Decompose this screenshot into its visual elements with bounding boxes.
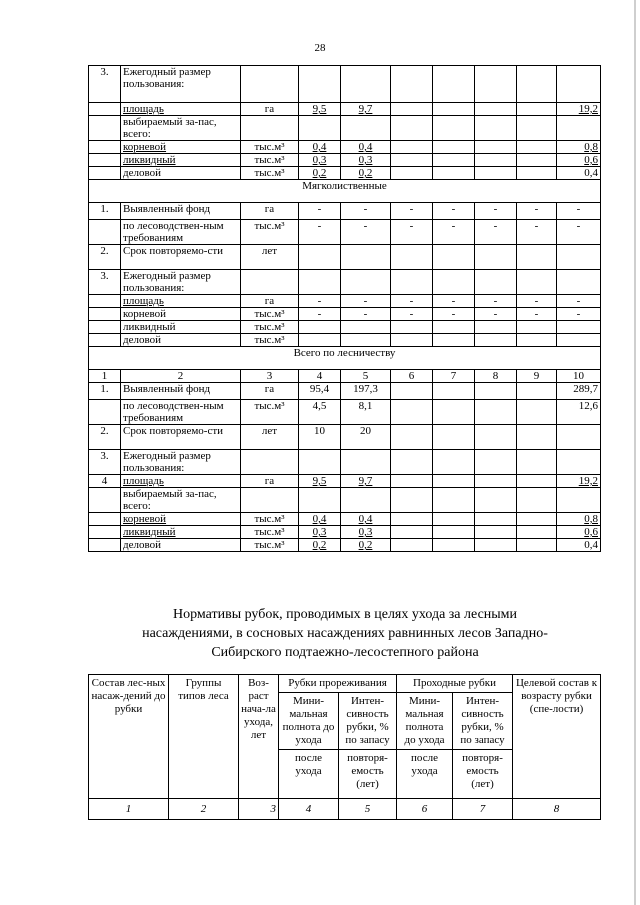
- row-label: Выявленный фонд: [121, 383, 241, 400]
- header-after: после ухода: [397, 750, 453, 799]
- unit-cell: га: [241, 295, 299, 308]
- table-row: [89, 334, 601, 347]
- row-number: 4: [89, 475, 121, 488]
- row-label: корневой: [121, 513, 241, 526]
- row-label: Ежегодный размер пользования:: [121, 270, 241, 295]
- header-passage: Проходные рубки: [397, 675, 513, 693]
- unit-cell: тыс.м³: [241, 308, 299, 321]
- table-row: площадь га - - - - - - -: [89, 295, 601, 308]
- header-intensity: Интен-сивность рубки, % по запасу: [339, 693, 397, 750]
- value-cell: 289,7: [557, 383, 601, 400]
- row-number: 3.: [89, 270, 121, 295]
- value-cell: 8,1: [341, 400, 391, 425]
- row-label: деловой: [121, 167, 241, 180]
- value-cell: 0,8: [557, 141, 601, 154]
- unit-cell: лет: [241, 245, 299, 270]
- value-cell: 12,6: [557, 400, 601, 425]
- row-label: Ежегодный размер пользования:: [121, 450, 241, 475]
- value-cell: 0,2: [299, 539, 341, 552]
- row-label: площадь: [121, 295, 241, 308]
- value-cell: 0,3: [341, 526, 391, 539]
- row-label: ликвидный: [121, 526, 241, 539]
- unit-cell: га: [241, 383, 299, 400]
- value-cell: 0,2: [299, 167, 341, 180]
- header-thinning: Рубки прореживания: [279, 675, 397, 693]
- table-row: [89, 526, 601, 539]
- table-row: по лесоводствен-ным требованиям тыс.м³ - - - - - - -: [89, 220, 601, 245]
- thinning-norms-table: [88, 674, 601, 820]
- value-cell: 10: [299, 425, 341, 450]
- value-cell: 0,8: [557, 513, 601, 526]
- table-row: [89, 488, 601, 513]
- value-cell: 0,3: [299, 526, 341, 539]
- value-cell: 20: [341, 425, 391, 450]
- header-repeat: повторя-емость (лет): [339, 750, 397, 799]
- unit-cell: га: [241, 475, 299, 488]
- table-row: [89, 450, 601, 475]
- value-cell: 0,4: [557, 167, 601, 180]
- header-composition: Состав лес-ных насаж-дений до рубки: [89, 675, 169, 799]
- header-intensity: Интен-сивность рубки, % по запасу: [453, 693, 513, 750]
- table-row: [89, 66, 601, 103]
- table-row: [89, 245, 601, 270]
- table-row: [89, 400, 601, 425]
- page-number: 28: [314, 42, 326, 54]
- header-repeat: повторя-емость (лет): [453, 750, 513, 799]
- section-row: [89, 180, 601, 203]
- header-min-density: Мини-мальная полнота до ухода: [279, 693, 339, 750]
- table-row: [89, 321, 601, 334]
- row-label: Ежегодный размер пользования:: [121, 66, 241, 103]
- row-label: Срок повторяемо-сти: [121, 425, 241, 450]
- table-row: [89, 425, 601, 450]
- value-cell: 9,7: [341, 475, 391, 488]
- unit-cell: тыс.м³: [241, 539, 299, 552]
- row-label: деловой: [121, 539, 241, 552]
- section-title-soft: Мягколиственные: [89, 180, 601, 203]
- header-age: Воз-раст нача-ла ухода, лет: [239, 675, 279, 799]
- unit-cell: тыс.м³: [241, 513, 299, 526]
- row-number: 1.: [89, 383, 121, 400]
- unit-cell: га: [241, 203, 299, 220]
- table-row: [89, 154, 601, 167]
- header-after: после ухода: [279, 750, 339, 799]
- value-cell: 9,5: [299, 103, 341, 116]
- table-row: [89, 103, 601, 116]
- unit-cell: га: [241, 103, 299, 116]
- value-cell: 19,2: [557, 103, 601, 116]
- value-cell: 0,4: [341, 141, 391, 154]
- column-number-row: 1 2 3 4 5 6 7 8 9 10: [89, 370, 601, 383]
- value-cell: 19,2: [557, 475, 601, 488]
- table-header-row: [89, 675, 601, 693]
- unit-cell: тыс.м³: [241, 167, 299, 180]
- row-label: площадь: [121, 475, 241, 488]
- row-label: деловой: [121, 334, 241, 347]
- unit-cell: тыс.м³: [241, 334, 299, 347]
- row-label: ликвидный: [121, 154, 241, 167]
- row-number: 2.: [89, 425, 121, 450]
- section-heading: Нормативы рубок, проводимых в целях ухода за лесными насаждениями, в сосновых насаждениях равнинных лесов Западно-Сибирского подтаежно-лесостепного района: [142, 607, 548, 660]
- table-row: [89, 383, 601, 400]
- unit-cell: тыс.м³: [241, 321, 299, 334]
- value-cell: 197,3: [341, 383, 391, 400]
- value-cell: 0,6: [557, 526, 601, 539]
- row-label: Выявленный фонд: [121, 203, 241, 220]
- unit-cell: тыс.м³: [241, 400, 299, 425]
- row-label: по лесоводствен-ным требованиям: [121, 400, 241, 425]
- header-target: Целевой состав к возрасту рубки (спе-лости): [513, 675, 601, 799]
- row-label: по лесоводствен-ным требованиям: [121, 220, 241, 245]
- row-label: Срок повторяемо-сти: [121, 245, 241, 270]
- column-number-row: 1 2 3 4 5 6 7 8: [89, 799, 601, 820]
- table-row: [89, 116, 601, 141]
- forest-use-table: [88, 65, 601, 552]
- value-cell: 0,4: [557, 539, 601, 552]
- value-cell: 4,5: [299, 400, 341, 425]
- table-row: [89, 141, 601, 154]
- value-cell: 0,2: [341, 539, 391, 552]
- table-row: [89, 513, 601, 526]
- value-cell: 9,7: [341, 103, 391, 116]
- header-groups: Группы типов леса: [169, 675, 239, 799]
- value-cell: 0,3: [341, 154, 391, 167]
- row-label: корневой: [121, 141, 241, 154]
- value-cell: 0,4: [341, 513, 391, 526]
- page-edge: [634, 0, 636, 905]
- value-cell: 0,3: [299, 154, 341, 167]
- row-number: 2.: [89, 245, 121, 270]
- section-title-total: Всего по лесничеству: [89, 347, 601, 370]
- table-row: корневой тыс.м³ - - - - - - -: [89, 308, 601, 321]
- value-cell: 0,4: [299, 141, 341, 154]
- row-label: выбираемый за-пас, всего:: [121, 116, 241, 141]
- value-cell: 0,4: [299, 513, 341, 526]
- table-row: 1. Выявленный фонд га - - - - - - -: [89, 203, 601, 220]
- row-number: 3.: [89, 450, 121, 475]
- row-label: ликвидный: [121, 321, 241, 334]
- row-number: 3.: [89, 66, 121, 103]
- value-cell: 9,5: [299, 475, 341, 488]
- section-row: [89, 347, 601, 370]
- unit-cell: тыс.м³: [241, 220, 299, 245]
- row-number: 1.: [89, 203, 121, 220]
- row-label: площадь: [121, 103, 241, 116]
- table-row: [89, 167, 601, 180]
- value-cell: 0,2: [341, 167, 391, 180]
- unit-cell: тыс.м³: [241, 526, 299, 539]
- unit-cell: тыс.м³: [241, 154, 299, 167]
- unit-cell: лет: [241, 425, 299, 450]
- row-label: выбираемый за-пас, всего:: [121, 488, 241, 513]
- table-row: [89, 539, 601, 552]
- unit-cell: тыс.м³: [241, 141, 299, 154]
- row-label: корневой: [121, 308, 241, 321]
- value-cell: 0,6: [557, 154, 601, 167]
- table-row: [89, 475, 601, 488]
- table-row: [89, 270, 601, 295]
- value-cell: 95,4: [299, 383, 341, 400]
- header-min-density: Мини-мальная полнота до ухода: [397, 693, 453, 750]
